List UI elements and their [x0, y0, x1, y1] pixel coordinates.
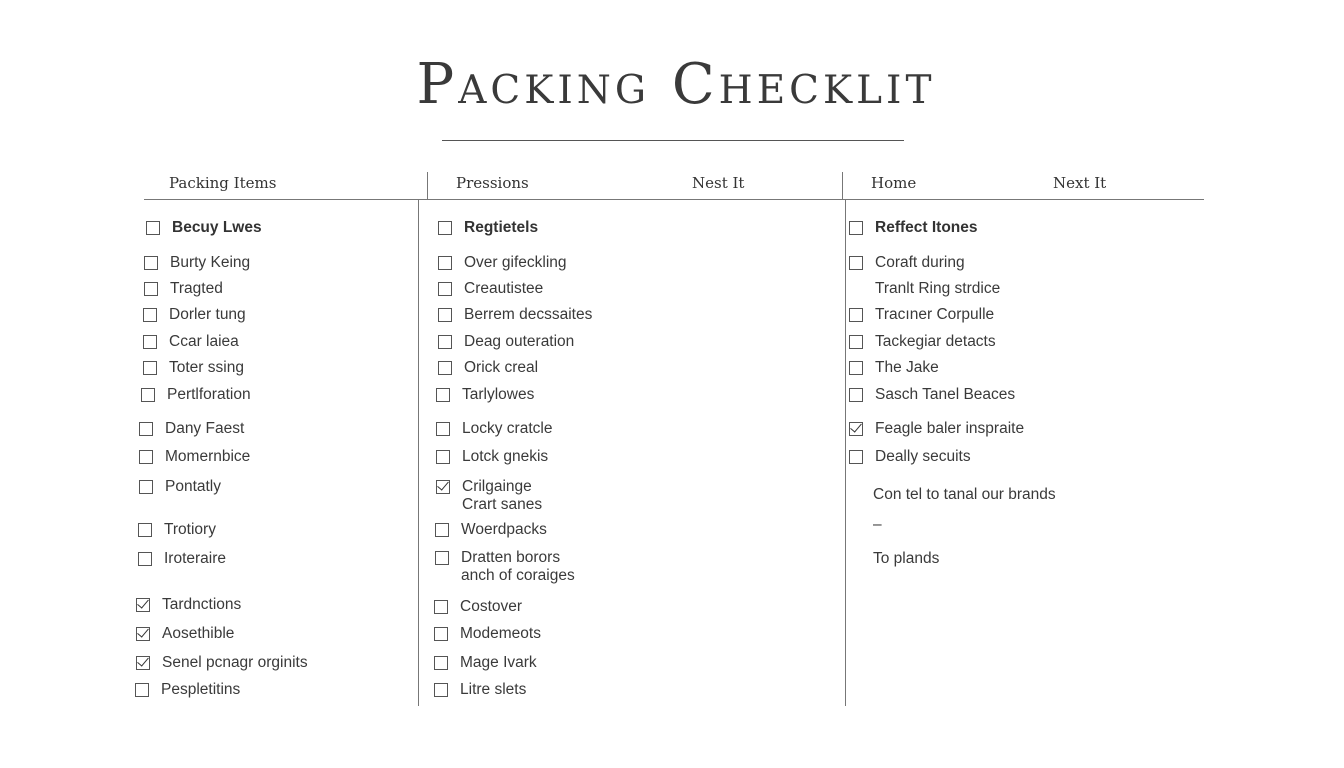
- checklist-item-text: Deally secuits: [875, 448, 971, 465]
- checklist-item-label: [875, 254, 965, 272]
- checklist-item-text: Momernbice: [165, 448, 251, 465]
- checklist-item[interactable]: [136, 654, 308, 672]
- checklist-item[interactable]: [143, 333, 239, 351]
- checklist-item-label: [461, 549, 575, 585]
- checkbox-checked[interactable]: [136, 627, 150, 641]
- checklist-item[interactable]: [136, 596, 241, 614]
- checklist-item[interactable]: [438, 254, 567, 272]
- checklist-item[interactable]: [849, 280, 1000, 298]
- checklist-item-label: [875, 420, 1024, 438]
- checklist-item-label: [875, 386, 1015, 404]
- checklist-item-text: Dratten borors: [461, 549, 561, 566]
- column-divider: [842, 172, 843, 200]
- checklist-item-text: Toter ssing: [169, 359, 244, 376]
- checklist-item-label: [460, 654, 537, 672]
- checkbox-checked[interactable]: [136, 656, 150, 670]
- checklist-item-text: Crilgainge: [462, 478, 532, 495]
- checklist-item-label: [462, 386, 534, 404]
- checklist-item-text: Tackegiar detacts: [875, 333, 996, 350]
- checkbox[interactable]: [438, 361, 452, 375]
- checklist-item[interactable]: [435, 521, 547, 539]
- column-divider: [427, 172, 428, 200]
- checklist-item[interactable]: [136, 625, 234, 643]
- checklist-item-text: Deag outeration: [464, 333, 575, 350]
- header-pressions: Pressions: [456, 174, 529, 192]
- checklist-item-text: Pespletitins: [161, 681, 241, 698]
- checkbox[interactable]: [438, 221, 452, 235]
- checklist-item[interactable]: [434, 598, 522, 616]
- checklist-item-label: [875, 359, 939, 377]
- checklist-item-label: [464, 333, 574, 351]
- column-divider: [418, 200, 419, 706]
- checklist-item-label: [169, 306, 246, 324]
- checkbox[interactable]: [849, 308, 863, 322]
- checklist-item-label: [164, 550, 226, 568]
- checkbox[interactable]: [438, 308, 452, 322]
- checkbox[interactable]: [144, 256, 158, 270]
- checkbox[interactable]: [849, 335, 863, 349]
- checklist-item[interactable]: [436, 386, 534, 404]
- checkbox[interactable]: [435, 551, 449, 565]
- checklist-item[interactable]: [138, 550, 226, 568]
- checklist-item[interactable]: [434, 625, 541, 643]
- checklist-item-label: [162, 625, 234, 643]
- checklist-item-label: [464, 306, 592, 324]
- checkbox[interactable]: [434, 627, 448, 641]
- checklist-item-text: The Jake: [875, 359, 939, 376]
- checklist-item-text: Tranlt Ring strdice: [875, 280, 1001, 297]
- checklist-item-label: [462, 448, 548, 466]
- header-divider: [144, 199, 1204, 200]
- checklist-item-label: [460, 625, 541, 643]
- checklist-item-label: [460, 681, 526, 699]
- checklist-item-text: Burty Keing: [170, 254, 251, 271]
- checklist-item-label: [464, 219, 538, 237]
- title-underline: [442, 140, 904, 141]
- checklist-item[interactable]: [849, 306, 994, 324]
- checklist-item-text: Becuy Lwes: [172, 219, 262, 236]
- checkbox-checked[interactable]: [436, 480, 450, 494]
- checklist-group-header[interactable]: [146, 219, 262, 237]
- checklist-item-text: Locky cratcle: [462, 420, 553, 437]
- checklist-item[interactable]: [144, 280, 223, 298]
- checklist-item-label: [875, 448, 971, 466]
- checklist-item-text: Mage Ivark: [460, 654, 537, 671]
- checklist-item-label: [165, 478, 221, 496]
- checklist-item[interactable]: [143, 306, 246, 324]
- checkbox[interactable]: [436, 422, 450, 436]
- checklist-item-text: Tardnctions: [162, 596, 242, 613]
- checkbox[interactable]: [434, 656, 448, 670]
- checklist-item[interactable]: [849, 333, 996, 351]
- checkbox[interactable]: [435, 523, 449, 537]
- checklist-item[interactable]: [849, 420, 1024, 438]
- checkbox[interactable]: [143, 361, 157, 375]
- header-home: Home: [871, 174, 917, 192]
- checklist-note: To plands: [873, 550, 940, 567]
- checklist-item[interactable]: [849, 448, 971, 466]
- checklist-item-text: Berrem decssaites: [464, 306, 593, 323]
- checkbox[interactable]: [143, 308, 157, 322]
- checkbox[interactable]: [434, 683, 448, 697]
- checklist-item-text: Aosethible: [162, 625, 235, 642]
- checklist-item[interactable]: [438, 359, 538, 377]
- checklist-item-text: Ccar laiea: [169, 333, 239, 350]
- checklist-item-text: Over gifeckling: [464, 254, 567, 271]
- checkbox[interactable]: [434, 600, 448, 614]
- checklist-item-label: [464, 280, 543, 298]
- checklist-item-label: [162, 596, 241, 614]
- header-next-it: Next It: [1053, 174, 1107, 192]
- checkbox[interactable]: [139, 450, 153, 464]
- checkbox-checked[interactable]: [849, 422, 863, 436]
- checklist-item[interactable]: [849, 254, 965, 272]
- checklist-item-text: Orick creal: [464, 359, 539, 376]
- header-packing-items: Packing Items: [169, 174, 277, 192]
- checklist-item-label: [169, 333, 239, 351]
- checklist-item-text: Iroteraire: [164, 550, 227, 567]
- checklist-item-text: Dorler tung: [169, 306, 246, 323]
- checkbox[interactable]: [139, 422, 153, 436]
- checklist-item-label: [462, 420, 552, 438]
- column-divider: [845, 200, 846, 706]
- checkbox-checked[interactable]: [136, 598, 150, 612]
- checklist-item-text: Woerdpacks: [461, 521, 547, 538]
- checkbox[interactable]: [438, 256, 452, 270]
- checklist-item-text: Feagle baler inspraite: [875, 420, 1025, 437]
- checklist-item-label: [875, 306, 994, 324]
- checklist-item[interactable]: [138, 521, 216, 539]
- checklist-item-label: [161, 681, 240, 699]
- checkbox[interactable]: [849, 450, 863, 464]
- checklist-item[interactable]: [438, 333, 574, 351]
- checkbox[interactable]: [143, 335, 157, 349]
- checklist-group-header[interactable]: [849, 219, 978, 237]
- checklist-item[interactable]: [143, 359, 244, 377]
- checklist-group-header[interactable]: [438, 219, 538, 237]
- checklist-item-label: [464, 254, 567, 272]
- checklist-item-text: Reffect Itones: [875, 219, 978, 236]
- checklist-item-text: Trotiory: [164, 521, 216, 538]
- checklist-item-label: [460, 598, 522, 616]
- checklist-item[interactable]: [435, 549, 575, 585]
- checklist-item[interactable]: [438, 306, 592, 324]
- checklist-item-label: [170, 280, 223, 298]
- checklist-item-text: Pontatly: [165, 478, 222, 495]
- checklist-item[interactable]: [849, 386, 1015, 404]
- checklist-item[interactable]: [436, 420, 552, 438]
- checklist-item-text: Tarlylowes: [462, 386, 535, 403]
- checklist-item[interactable]: [139, 420, 244, 438]
- checklist-item[interactable]: [434, 654, 537, 672]
- header-nest-it: Nest It: [692, 174, 745, 192]
- checkbox[interactable]: [144, 282, 158, 296]
- checklist-item-text-line2: anch of coraiges: [461, 567, 575, 584]
- checklist-item-label: [462, 478, 542, 514]
- checklist-item[interactable]: [436, 448, 548, 466]
- checklist-item-text: Creautistee: [464, 280, 544, 297]
- checklist-item[interactable]: [141, 386, 251, 404]
- checklist-note: –: [873, 516, 882, 533]
- page-title: Packing Checklit: [416, 52, 936, 117]
- checklist-item-label: [461, 521, 547, 539]
- checklist-item-label: [165, 448, 250, 466]
- checklist-item-label: [875, 219, 978, 237]
- checklist-item[interactable]: [434, 681, 526, 699]
- checklist-item-text: Regtietels: [464, 219, 539, 236]
- checklist-item-label: [167, 386, 251, 404]
- checklist-item-text: Tragted: [170, 280, 223, 297]
- checklist-item-text: Dany Faest: [165, 420, 245, 437]
- checklist-item-text: Sasch Tanel Beaces: [875, 386, 1016, 403]
- checklist-item-label: [875, 333, 996, 351]
- checklist-item[interactable]: [436, 478, 542, 514]
- checklist-item[interactable]: [139, 448, 250, 466]
- checkbox[interactable]: [139, 480, 153, 494]
- checklist-item-label: [164, 521, 216, 539]
- checklist-item-text: Costover: [460, 598, 523, 615]
- checklist-item[interactable]: [438, 280, 543, 298]
- checkbox[interactable]: [849, 221, 863, 235]
- checklist-item-text: Senel pcnagr orginits: [162, 654, 308, 671]
- checkbox[interactable]: [138, 523, 152, 537]
- checklist-item-text: Modemeots: [460, 625, 541, 642]
- checkbox[interactable]: [438, 282, 452, 296]
- checklist-item-label: [162, 654, 308, 672]
- checklist-item[interactable]: [849, 359, 939, 377]
- checkbox[interactable]: [436, 450, 450, 464]
- checkbox[interactable]: [146, 221, 160, 235]
- checkbox[interactable]: [135, 683, 149, 697]
- checklist-item-text: Litre slets: [460, 681, 527, 698]
- checkbox[interactable]: [849, 361, 863, 375]
- checklist-item-label: [170, 254, 250, 272]
- checklist-item-text-line2: Crart sanes: [462, 496, 543, 513]
- checklist-item-label: [172, 219, 262, 237]
- checkbox[interactable]: [138, 552, 152, 566]
- checklist-item[interactable]: [139, 478, 221, 496]
- checklist-item-label: [464, 359, 538, 377]
- checklist-item-label: [169, 359, 244, 377]
- checkbox[interactable]: [438, 335, 452, 349]
- checkbox[interactable]: [849, 256, 863, 270]
- checklist-item-text: Pertlforation: [167, 386, 251, 403]
- checklist-item-label: [165, 420, 244, 438]
- checkbox[interactable]: [849, 388, 863, 402]
- checklist-note: Con tel to tanal our brands: [873, 486, 1056, 503]
- checklist-item-text: Tracıner Corpulle: [875, 306, 995, 323]
- checklist-item-label: [875, 280, 1000, 298]
- checklist-item-text: Lotck gnekis: [462, 448, 549, 465]
- checklist-item-text: Coraft during: [875, 254, 965, 271]
- checkbox[interactable]: [436, 388, 450, 402]
- checklist-item[interactable]: [144, 254, 250, 272]
- checkbox[interactable]: [141, 388, 155, 402]
- checklist-item[interactable]: [135, 681, 240, 699]
